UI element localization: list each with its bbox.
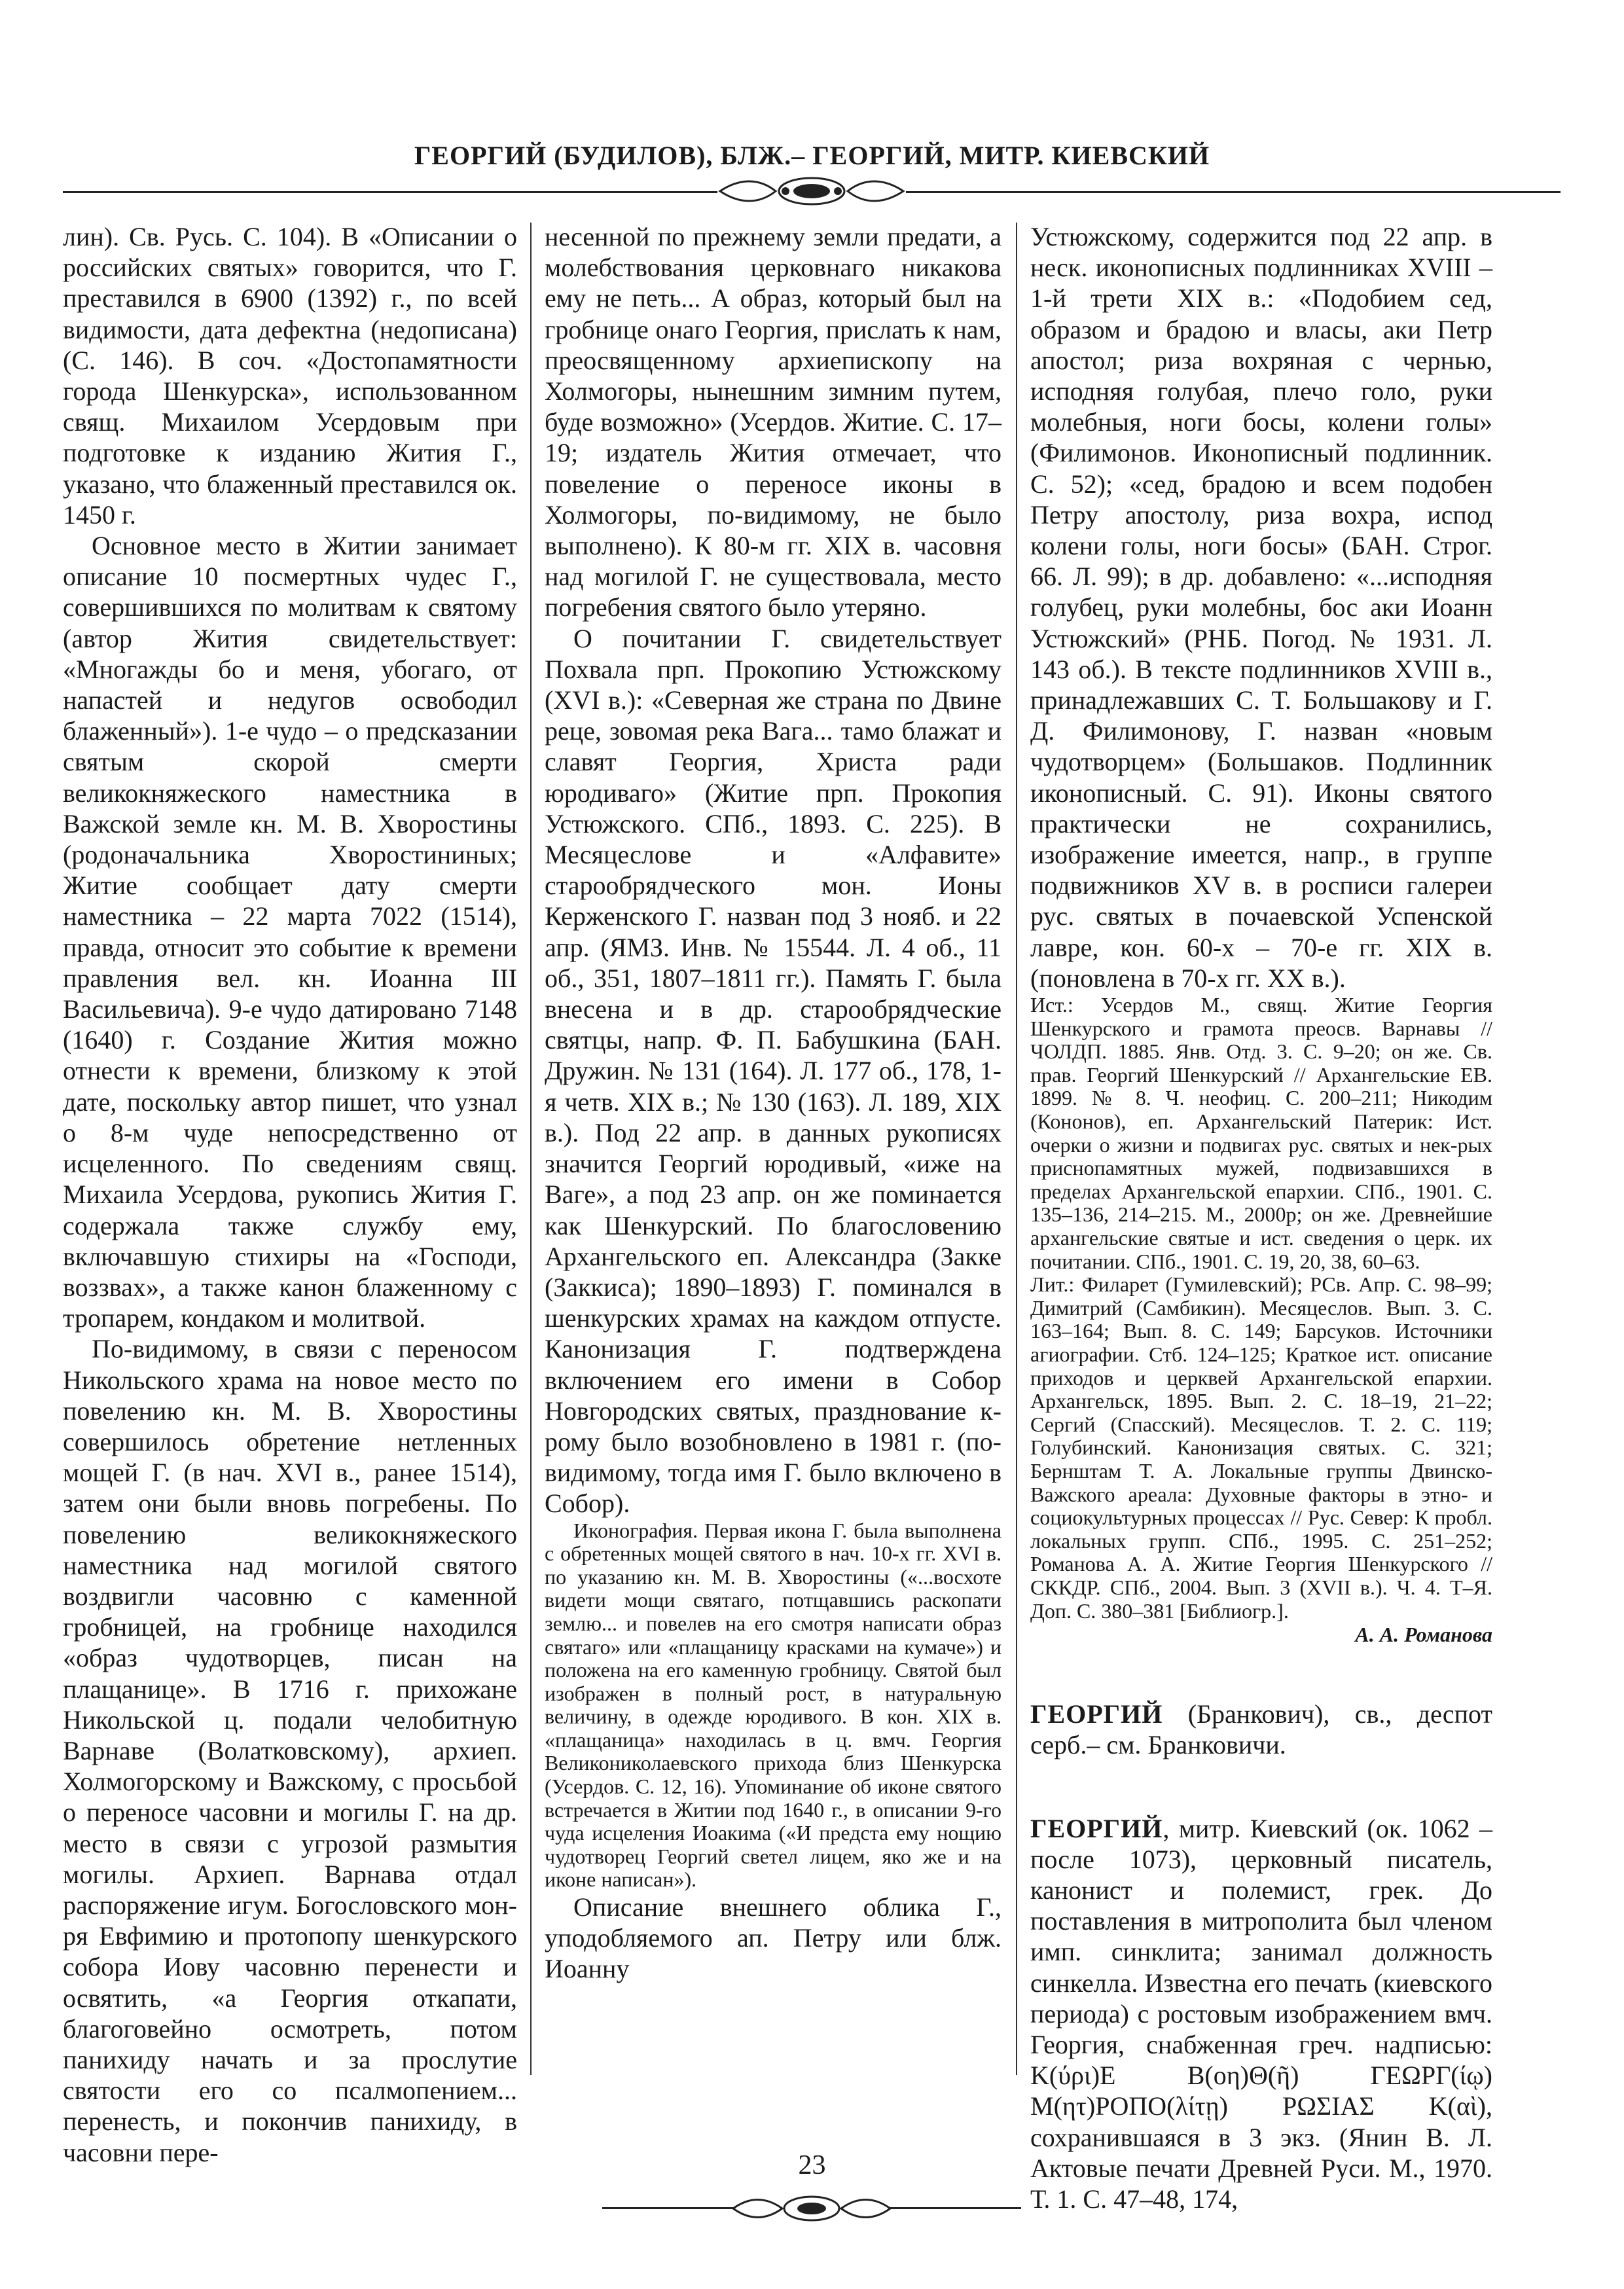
- column-1: [63, 221, 517, 2168]
- column-divider-2: [1016, 223, 1017, 2075]
- entry-text: , митр. Киевский (ок. 1062 – после 1073), церковный писатель, канонист и полемист, грек. До поставления в митрополита был членом имп. синклита; занимал должность синкелла. Известна его печать (киевского периода) с ростовым изображением вмч. Георгия, снабженная греч. надписью: Κ(ύρι)Ε Β(οη)Θ(ῆ) ΓΕΩΡΓ(ίῳ) Μ(ητ)ΡΟΠΟ(λίτῃ) ΡΩΣΙΑΣ Κ(αὶ), сохранившаяся в 3 экз. (Янин В. Л. Актовые печати Древней Руси. М., 1970. Т. 1. С. 47–48, 174,: [1030, 1813, 1492, 2214]
- footer-rule-left: [602, 2207, 733, 2209]
- col1-paragraph-2: Основное место в Житии занимает описание 10 посмертных чудес Г., совершившихся по молитвам к святому (автор Жития свидетельствует: «Многажды бо и меня, убогаго, от напастей и недугов освободил блаженный»). 1-е чудо – о предсказании святым скорой смерти великокняжеского наместника в Важской земле кн. М. В. Хворостины (родоначальника Хворостининых; Житие сообщает дату смерти наместника – 22 марта 7022 (1514), правда, относит это событие к времени правления вел. кн. Иоанна III Васильевича). 9-е чудо датировано 7148 (1640) г. Создание Жития можно отнести к времени, близкому к этой дате, поскольку автор пишет, что узнал о 8-м чуде непосредственно от исцеленного. По сведениям свящ. Михаила Усердова, рукопись Жития Г. содержала также службу ему, включавшую стихиры на «Господи, воззвах», а также канон блаженному с тропарем, кондаком и молитвой.: [63, 531, 517, 1333]
- running-title: ГЕОРГИЙ (БУДИЛОВ), БЛЖ.– ГЕОРГИЙ, МИТР. КИЕВСКИЙ: [414, 141, 1210, 170]
- column-divider-1: [530, 223, 532, 2075]
- entry-headword: ГЕОРГИЙ: [1030, 1813, 1163, 1843]
- column-2: [545, 221, 1001, 1985]
- col3-sources: Ист.: Усердов М., свящ. Житие Георгия Шенкурского и грамота преосв. Варнавы // ЧОЛДП. 1885. Янв. Отд. 3. С. 9–20; он же. Св. прав. Георгий Шенкурский // Архангельские ЕВ. 1899. № 8. Ч. неофиц. С. 200–211; Никодим (Кононов), еп. Архангельский Патерик: Ист. очерки о жизни и подвигах рус. святых и нек-рых приснопамятных мужей, подвизавшихся в пределах Архангельской епархии. СПб., 1901. С. 135–136, 214–215. М., 2000р; он же. Древнейшие архангельские святые и ист. сведения о церк. их почитании. СПб., 1901. С. 19, 20, 38, 60–63.: [1030, 993, 1492, 1273]
- column-3: [1030, 221, 1492, 2214]
- col2-iconography: Иконография. Первая икона Г. была выполнена с обретенных мощей святого в нач. 10-х гг. XVI в. по указанию кн. М. В. Хворостины («...восхоте видети мощи святаго, потщавшись раскопати землю... и повелев на его смотря написати образ святаго» или «плащаницу красками на кумаче») и положена на его каменную гробницу. Святой был изображен в полный рост, в натуральную величину, в одежде юродивого. В кон. XIX в. «плащаница» находилась в ц. вмч. Георгия Великониколаевского прихода близ Шенкурска (Усердов. С. 12, 16). Упоминание об иконе святого встречается в Житии под 1640 г., в описании 9-го чуда исцеления Иоакима («И предста ему нощию чудотворец Георгий светел лицем, яко же и на иконе написан»).: [545, 1518, 1001, 1892]
- footer-rule-right: [890, 2207, 1021, 2209]
- entry-text: (Бранкович), св., деспот серб.– см. Бранковичи.: [1030, 1699, 1492, 1760]
- col2-paragraph-4: Описание внешнего облика Г., уподобляемого ап. Петру или блж. Иоанну: [545, 1892, 1001, 1984]
- col3-paragraph-1: Устюжскому, содержится под 22 апр. в неск. иконописных подлинниках XVIII – 1-й трети XIX в.: «Подобием сед, образом и брадою и власы, аки Петр апостол; риза вохряная с чернью, исподняя голубая, плечо голо, руки молебныя, ноги босы, колени голы» (Филимонов. Иконописный подлинник. С. 52); «сед, брадою и всем подобен Петру апостолу, риза вохра, испод колени голы, ноги босы» (БАН. Строг. 66. Л. 99); в др. добавлено: «...исподняя голубец, руки молебны, бос аки Иоанн Устюжский» (РНБ. Погод. № 1931. Л. 143 об.). В тексте подлинников XVIII в., принадлежавших С. Т. Большакову и Г. Д. Филимонову, Г. назван «новым чудотворцем» (Большаков. Подлинник иконописный. С. 91). Иконы святого практически не сохранились, изображение имеется, напр., в группе подвижников XV в. в росписи галереи рус. святых в почаевской Успенской лавре, кон. 60-х – 70-е гг. XIX в. (поновлена в 70-х гг. XX в.).: [1030, 222, 1492, 993]
- header-ornament-icon: [713, 171, 910, 211]
- entry-headword: ГЕОРГИЙ: [1030, 1699, 1163, 1729]
- col2-paragraph-2: О почитании Г. свидетельствует Похвала прп. Прокопию Устюжскому (XVI в.): «Северная же страна по Двине реце, зовомая река Вага... тамо блажат и славят Георгия, Христа ради юродиваго» (Житие прп. Прокопия Устюжского. СПб., 1893. С. 225). В Месяцеслове и «Алфавите» старообрядческого мон. Ионы Керженского Г. назван под 3 нояб. и 22 апр. (ЯМЗ. Инв. № 15544. Л. 4 об., 11 об., 351, 1807–1811 гг.). Память Г. была внесена и в др. старообрядческие святцы, напр. Ф. П. Бабушкина (БАН. Дружин. № 131 (164). Л. 177 об., 178, 1-я четв. XIX в.; № 130 (163). Л. 189, XIX в.). Под 22 апр. в данных рукописях значится Георгий юродивый, «иже на Ваге», а под 23 апр. он же поминается как Шенкурский. По благословению Архангельского еп. Александра (Закке (Заккиса); 1890–1893) Г. поминался в шенкурских храмах на каждом отпусте. Канонизация Г. подтверждена включением его имени в Собор Новгородских святых, празднование к-рому было возобновлено в 1981 г. (по-видимому, тогда имя Г. было включено в Собор).: [545, 623, 1001, 1519]
- col3-literature: Лит.: Филарет (Гумилевский); РСв. Апр. С. 98–99; Димитрий (Самбикин). Месяцеслов. Вып. 3. С. 163–164; Вып. 8. С. 149; Барсуков. Источники агиографии. Стб. 124–125; Краткое ист. описание приходов и церквей Архангельской епархии. Архангельск, 1895. Вып. 2. С. 18–19, 21–22; Сергий (Спасский). Месяцеслов. Т. 2. С. 119; Голубинский. Канонизация святых. С. 321; Бернштам Т. А. Локальные группы Двинско-Важского ареала: Духовные факторы в этно- и социокультурных процессах // Рус. Север: К пробл. локальных групп. СПб., 1995. С. 251–252; Романова А. А. Житие Георгия Шенкурского // СККДР. СПб., 2004. Вып. 3 (XVII в.). Ч. 4. Т–Я. Доп. С. 380–381 [Библиогр.].: [1030, 1272, 1492, 1623]
- header-rule-right: [906, 191, 1561, 193]
- col1-paragraph-3: По-видимому, в связи с переносом Никольского храма на новое место по повелению кн. М. В. Хворостины совершилось обретение нетленных мощей Г. (в нач. XVI в., ранее 1514), затем они были вновь погребены. По повелению великокняжеского наместника над могилой святого воздвигли часовню с каменной гробницей, на гробнице находился «образ чудотворцев, писан на плащанице». В 1716 г. прихожане Никольской ц. подали челобитную Варнаве (Волатковскому), архиеп. Холмогорскому и Важскому, с просьбой о переносе часовни и могилы Г. на др. место в связи с угрозой размытия могилы. Архиеп. Варнава отдал распоряжение игум. Богословского мон-ря Евфимию и протопопу шенкурского собора Иову часовню перенести и освятить, «а Георгия откапати, благоговейно осмотреть, потом панихиду начать и за прослутие святости его со псалмопением... перенесть, и покончив панихиду, в часовни пере-: [63, 1334, 517, 2167]
- col2-paragraph-1: несенной по прежнему земли предати, а молебствования церковнаго никакова ему не петь... А образ, который был на гробнице онаго Георгия, прислать к нам, преосвященному архиепископу на Холмогоры, нынешним зимним путем, буде возможно» (Усердов. Житие. С. 17–19; издатель Жития отмечает, что повеление о переносе иконы в Холмогоры, по-видимому, не было выполнено). К 80-м гг. XIX в. часовня над могилой Г. не существовала, место погребения святого было утеряно.: [545, 222, 1001, 622]
- col1-paragraph-1: лин). Св. Русь. С. 104). В «Описании о российских святых» говорится, что Г. преставился в 6900 (1392) г., по всей видимости, дата дефектна (недописана) (С. 146). В соч. «Достопамятности города Шенкурска», использованном свящ. Михаилом Усердовым при подготовке к изданию Жития Г., указано, что блаженный преставился ок. 1450 г.: [63, 222, 517, 530]
- header-rule-left: [63, 191, 717, 193]
- page-number: 23: [798, 2150, 826, 2180]
- entry-georgiy-brankovich: [1030, 1699, 1492, 1760]
- article-author: А. А. Романова: [1355, 1623, 1492, 1647]
- footer-ornament-icon: [727, 2190, 897, 2227]
